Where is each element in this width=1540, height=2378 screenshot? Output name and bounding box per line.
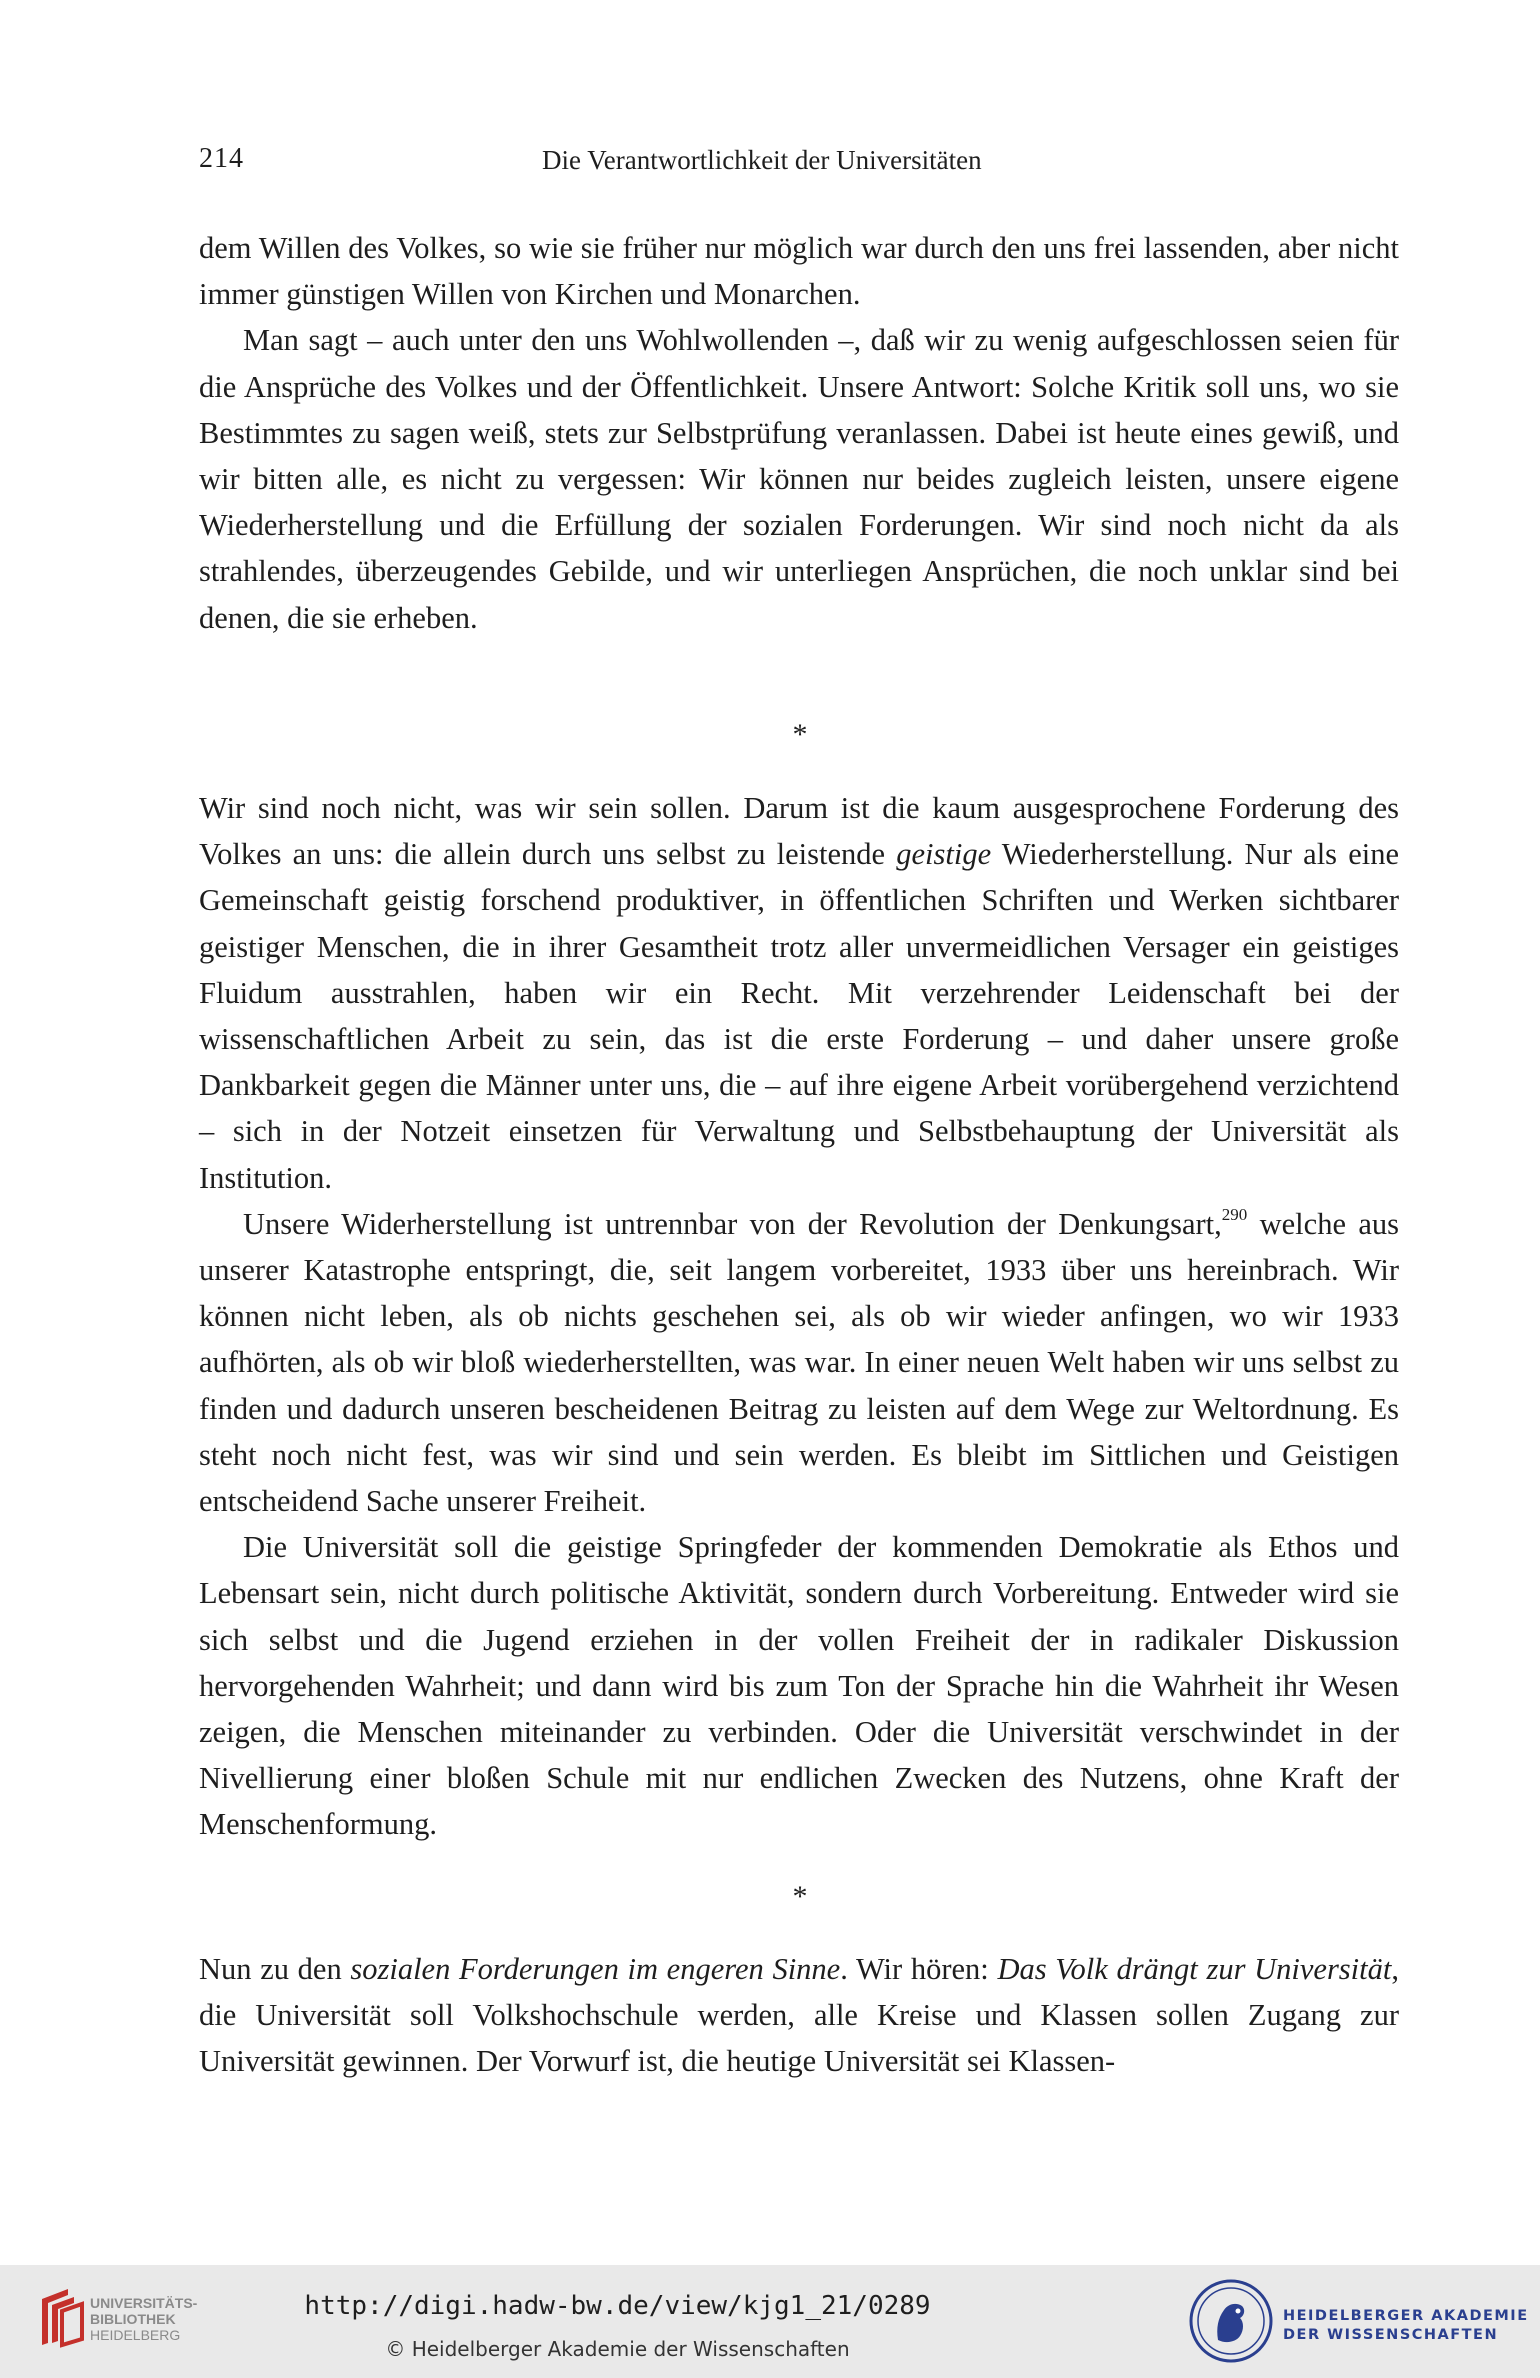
paragraph: dem Willen des Volkes, so wie sie früher nur möglich war durch den uns frei lassenden, aber nicht immer günstigen Willen von Kirchen und Monarchen. <box>199 231 1399 312</box>
page-number: 214 <box>199 143 244 174</box>
academy-name-line: DER WISSENSCHAFTEN <box>1283 2327 1499 2343</box>
ub-name-line: BIBLIOTHEK <box>90 2311 176 2327</box>
academy-name-line: HEIDELBERGER AKADEMIE <box>1283 2308 1529 2324</box>
text-section-3 <box>199 1946 1399 2085</box>
emphasis: geistige <box>896 837 992 872</box>
academy-name[interactable] <box>1283 2307 1529 2345</box>
paragraph <box>199 785 1399 1201</box>
text-section-2 <box>199 785 1399 1848</box>
section-separator: * <box>792 1880 808 1913</box>
ub-name-line: HEIDELBERG <box>90 2327 181 2343</box>
academy-seal-icon[interactable] <box>1188 2278 1274 2364</box>
copyright-notice: © Heidelberger Akademie der Wissenschaften <box>385 2337 850 2361</box>
paragraph: Die Universität soll die geistige Springfeder der kommenden Demokratie als Ethos und Lebensart sein, nicht durch politische Aktivität, sondern durch Vorbereitung. Entweder wird sie sich selbst und die Jugend erziehen in der vollen Freiheit der in radikaler Diskussion hervorgehenden Wahrheit; und dann wird bis zum Ton der Sprache hin die Wahrheit ihr Wesen zeigen, die Menschen miteinander zu verbinden. Oder die Universität verschwindet in der Nivellierung einer bloßen Schule mit nur endlichen Zwecken des Nutzens, ohne Kraft der Menschenformung. <box>199 1530 1399 1842</box>
emphasis: sozialen Forderungen im engeren Sinne <box>350 1952 841 1986</box>
text-section-1 <box>199 225 1399 641</box>
paragraph <box>199 1201 1399 1524</box>
paragraph: Man sagt – auch unter den uns Wohlwollenden –, daß wir zu wenig aufgeschlossen seien für die Ansprüche des Volkes und der Öffentlichkeit. Unsere Antwort: Solche Kritik soll uns, wo sie Bestimmtes zu sagen weiß, stets zur Selbstprüfung veranlassen. Dabei ist heute eines gewiß, und wir bitten alle, es nicht zu vergessen: Wir können nur beides zugleich leisten, unsere eigene Wiederherstellung und die Erfüllung der sozialen Forderungen. Wir sind noch nicht da als strahlendes, überzeugendes Gebilde, und wir unterliegen Ansprüchen, die noch unklar sind bei denen, die sie erheben. <box>199 323 1399 635</box>
text-run: Wir sind noch nicht, was wir sein sollen. Darum ist die kaum ausgesprochene Forderung des Volkes an uns: die allein durch uns selbst zu leistende <box>199 791 1399 872</box>
text-run: , die Universität soll Volkshochschule werden, alle Kreise und Klassen sollen Zugang zur Universität gewinnen. Der Vorwurf ist, die heutige Universität sei Klassen- <box>199 1952 1399 2079</box>
permalink-url[interactable]: http://digi.hadw-bw.de/view/kjg1_21/0289 <box>304 2291 931 2321</box>
text-run: . Wir hören: <box>840 1952 998 1986</box>
footnote-reference[interactable]: 290 <box>1221 1204 1248 1224</box>
page-header <box>199 143 1399 183</box>
text-run: welche aus unserer Katastrophe entspringt, die, seit langem vorbereitet, 1933 über uns hereinbrach. Wir können nicht leben, als ob nichts geschehen sei, als ob wir wieder anfingen, wo wir 1933 aufhörten, als ob wir bloß wiederherstellten, was war. In einer neuen Welt haben wir uns selbst zu finden und dadurch unseren bescheidenen Beitrag zu leisten auf dem Wege zur Weltordnung. Es steht noch nicht fest, was wir sind und sein werden. Es bleibt im Sittlichen und Geistigen entscheidend Sache unserer Freiheit. <box>199 1206 1399 1519</box>
footer-bar <box>0 2265 1540 2378</box>
text-run: Wiederherstellung. Nur als eine Gemeinschaft geistig forschend produktiver, in öffentlichen Schriften und Werken sichtbarer geistiger Menschen, die in ihrer Gesamtheit trotz aller unvermeidlichen Versager ein geistiges Fluidum ausstrahlen, haben wir ein Recht. Mit verzehrender Leidenschaft bei der wissenschaftlichen Arbeit zu sein, das ist die erste Forderung – und daher unsere große Dankbarkeit gegen die Männer unter uns, die – auf ihre eigene Arbeit vorübergehend verzichtend – sich in der Notzeit einsetzen für Verwaltung und Selbstbehauptung der Universität als Institution. <box>199 837 1399 1195</box>
section-separator: * <box>792 718 808 751</box>
text-run: Nun zu den <box>199 1952 351 1986</box>
text-run: Unsere Widerherstellung ist untrennbar von der Revolution der Denkungsart, <box>243 1206 1222 1241</box>
emphasis: Das Volk drängt zur Universität <box>997 1952 1392 1986</box>
paragraph <box>199 1946 1399 2085</box>
running-head: Die Verantwortlichkeit der Universitäten <box>542 145 982 175</box>
ub-name-line: UNIVERSITÄTS- <box>90 2295 198 2311</box>
